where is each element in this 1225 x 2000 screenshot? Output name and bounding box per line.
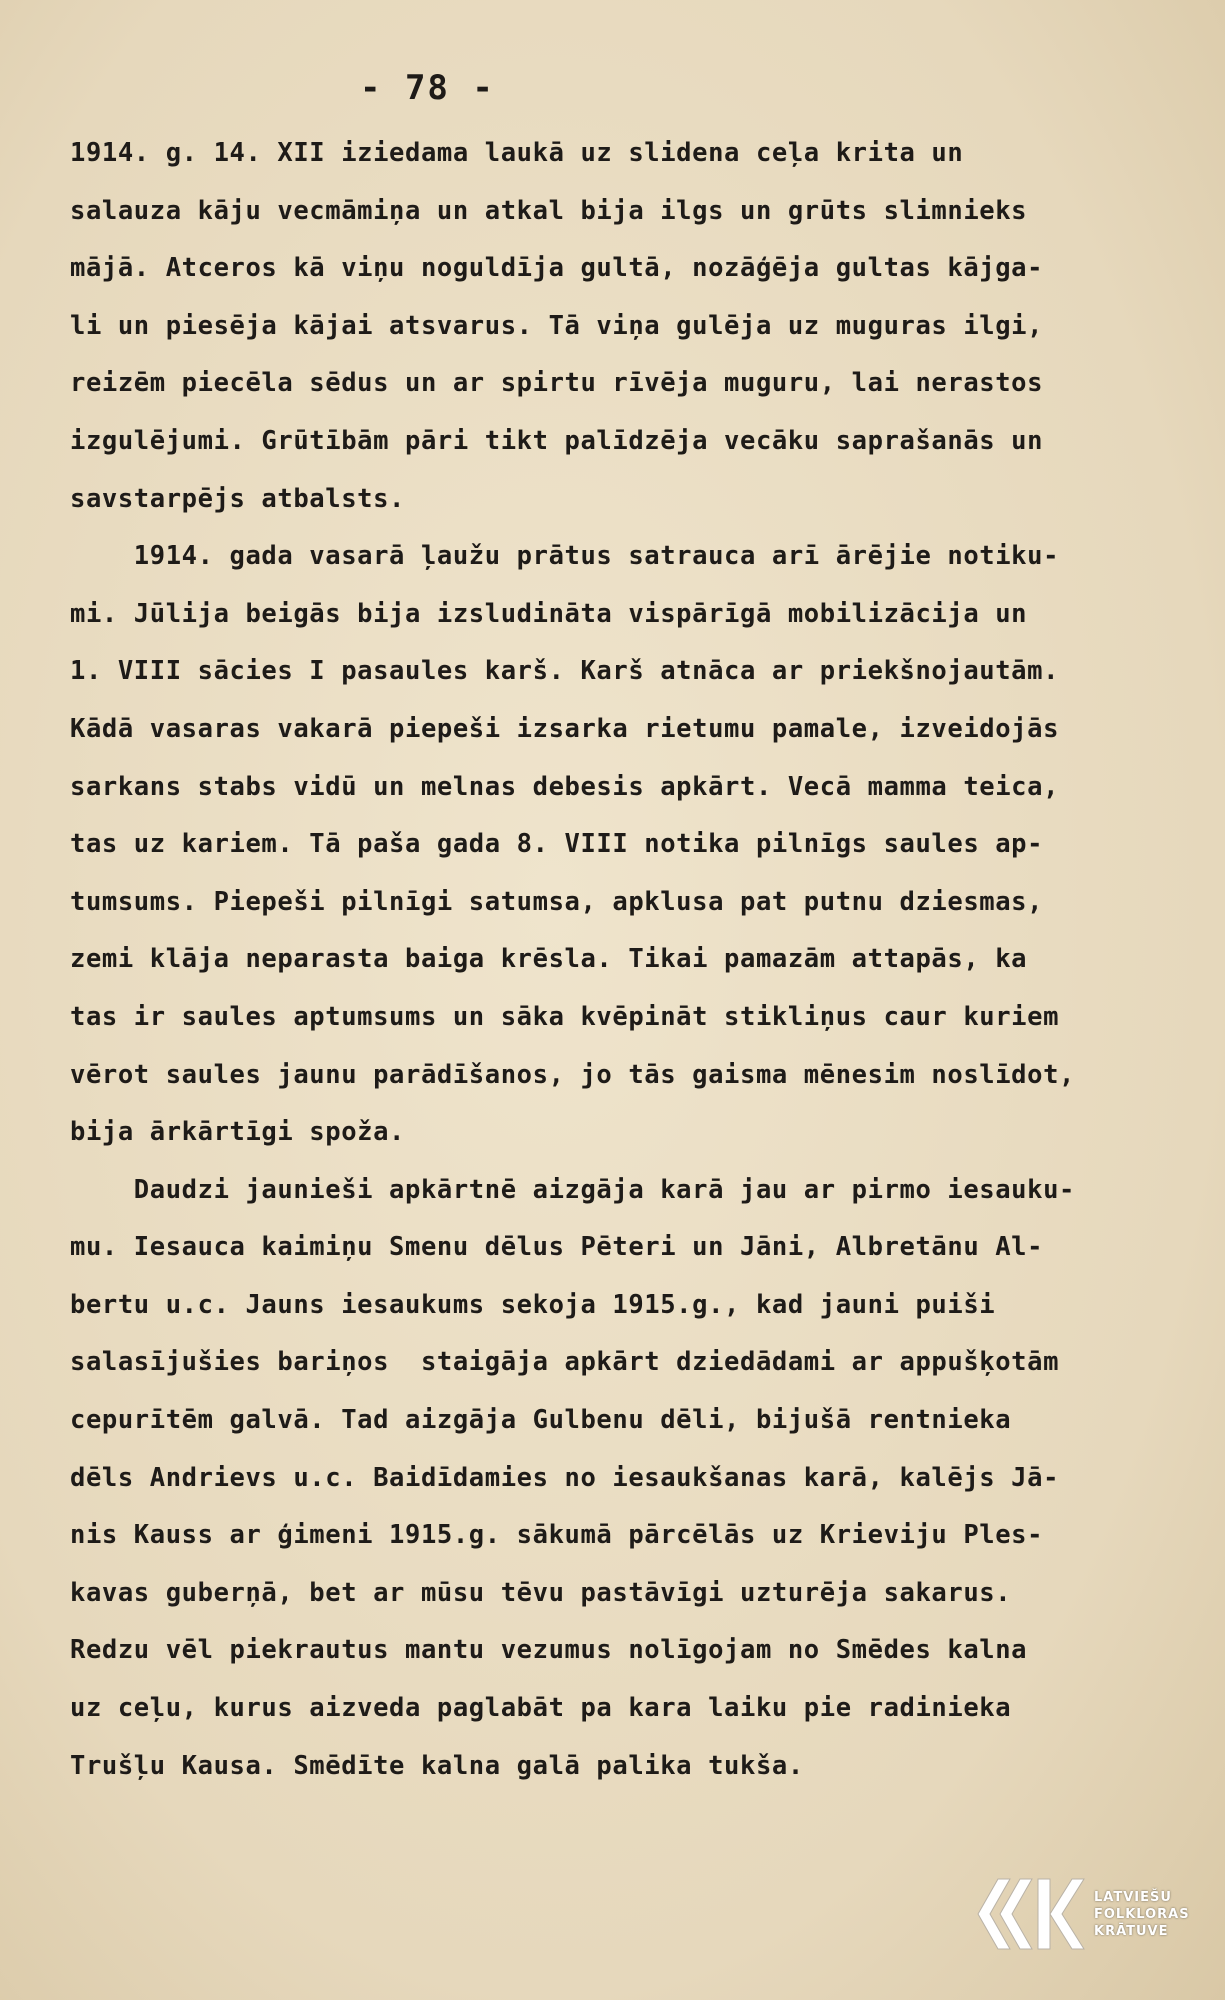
- text-line: mi. Jūlija beigās bija izsludināta vispārīgā mobilizācija un: [70, 598, 1028, 629]
- text-line: li un piesēja kājai atsvarus. Tā viņa gulēja uz muguras ilgi,: [70, 310, 1044, 341]
- text-line: reizēm piecēla sēdus un ar spirtu rīvēja muguru, lai nerastos: [70, 368, 1044, 399]
- text-line: izgulējumi. Grūtībām pāri tikt palīdzēja vecāku saprašanās un: [70, 425, 1044, 456]
- text-line: Kādā vasaras vakarā piepeši izsarka rietumu pamale, izveidojās: [70, 713, 1060, 744]
- text-line: salasījušies bariņos staigāja apkārt dziedādami ar appušķotām: [70, 1347, 1060, 1378]
- logo-text-line: FOLKLORAS: [1094, 1906, 1190, 1922]
- text-line: mu. Iesauca kaimiņu Smenu dēlus Pēteri un Jāni, Albretānu Al-: [70, 1232, 1044, 1263]
- text-line: kavas guberņā, bet ar mūsu tēvu pastāvīgi uzturēja sakarus.: [70, 1577, 1012, 1608]
- text-line: salauza kāju vecmāmiņa un atkal bija ilgs un grūts slimnieks: [70, 195, 1028, 226]
- text-line: cepurītēm galvā. Tad aizgāja Gulbenu dēli, bijušā rentnieka: [70, 1405, 1012, 1436]
- body-text: [70, 125, 1150, 1795]
- text-line: tas uz kariem. Tā paša gada 8. VIII notika pilnīgs saules ap-: [70, 829, 1044, 860]
- text-line: mājā. Atceros kā viņu noguldīja gultā, nozāģēja gultas kājga-: [70, 253, 1044, 284]
- text-line: sarkans stabs vidū un melnas debesis apkārt. Vecā mamma teica,: [70, 771, 1060, 802]
- text-line: zemi klāja neparasta baiga krēsla. Tikai pamazām attapās, ka: [70, 944, 1028, 975]
- text-line: vērot saules jaunu parādīšanos, jo tās gaisma mēnesim noslīdot,: [70, 1059, 1075, 1090]
- page-number: - 78 -: [360, 68, 495, 108]
- text-line: tas ir saules aptumsums un sāka kvēpināt stikliņus caur kuriem: [70, 1001, 1060, 1032]
- archive-logo: [968, 1854, 1198, 1974]
- text-line: 1. VIII sācies I pasaules karš. Karš atnāca ar priekšnojautām.: [70, 656, 1060, 687]
- logo-text-line: LATVIEŠU: [1094, 1889, 1172, 1905]
- text-line: uz ceļu, kurus aizveda paglabāt pa kara laiku pie radinieka: [70, 1693, 1012, 1724]
- logo-text-line: KRĀTUVE: [1094, 1923, 1169, 1939]
- text-line: Daudzi jaunieši apkārtnē aizgāja karā jau ar pirmo iesauku-: [70, 1174, 1075, 1205]
- logo-text: [1094, 1889, 1190, 1940]
- text-line: tumsums. Piepeši pilnīgi satumsa, apklusa pat putnu dziesmas,: [70, 886, 1044, 917]
- text-line: nis Kauss ar ģimeni 1915.g. sākumā pārcēlās uz Krieviju Ples-: [70, 1520, 1044, 1551]
- text-line: 1914. gada vasarā ļaužu prātus satrauca arī ārējie notiku-: [70, 541, 1060, 572]
- text-line: dēls Andrievs u.c. Baidīdamies no iesaukšanas karā, kalējs Jā-: [70, 1462, 1060, 1493]
- text-line: Redzu vēl piekrautus mantu vezumus nolīgojam no Smēdes kalna: [70, 1635, 1028, 1666]
- text-line: bertu u.c. Jauns iesaukums sekoja 1915.g., kad jauni puiši: [70, 1289, 996, 1320]
- text-line: savstarpējs atbalsts.: [70, 483, 405, 514]
- text-line: 1914. g. 14. XII iziedama laukā uz slidena ceļa krita un: [70, 138, 964, 168]
- text-line: Trušļu Kausa. Smēdīte kalna galā palika tukša.: [70, 1750, 804, 1781]
- text-line: bija ārkārtīgi spoža.: [70, 1117, 405, 1148]
- lfk-logo-icon: [968, 1869, 1088, 1959]
